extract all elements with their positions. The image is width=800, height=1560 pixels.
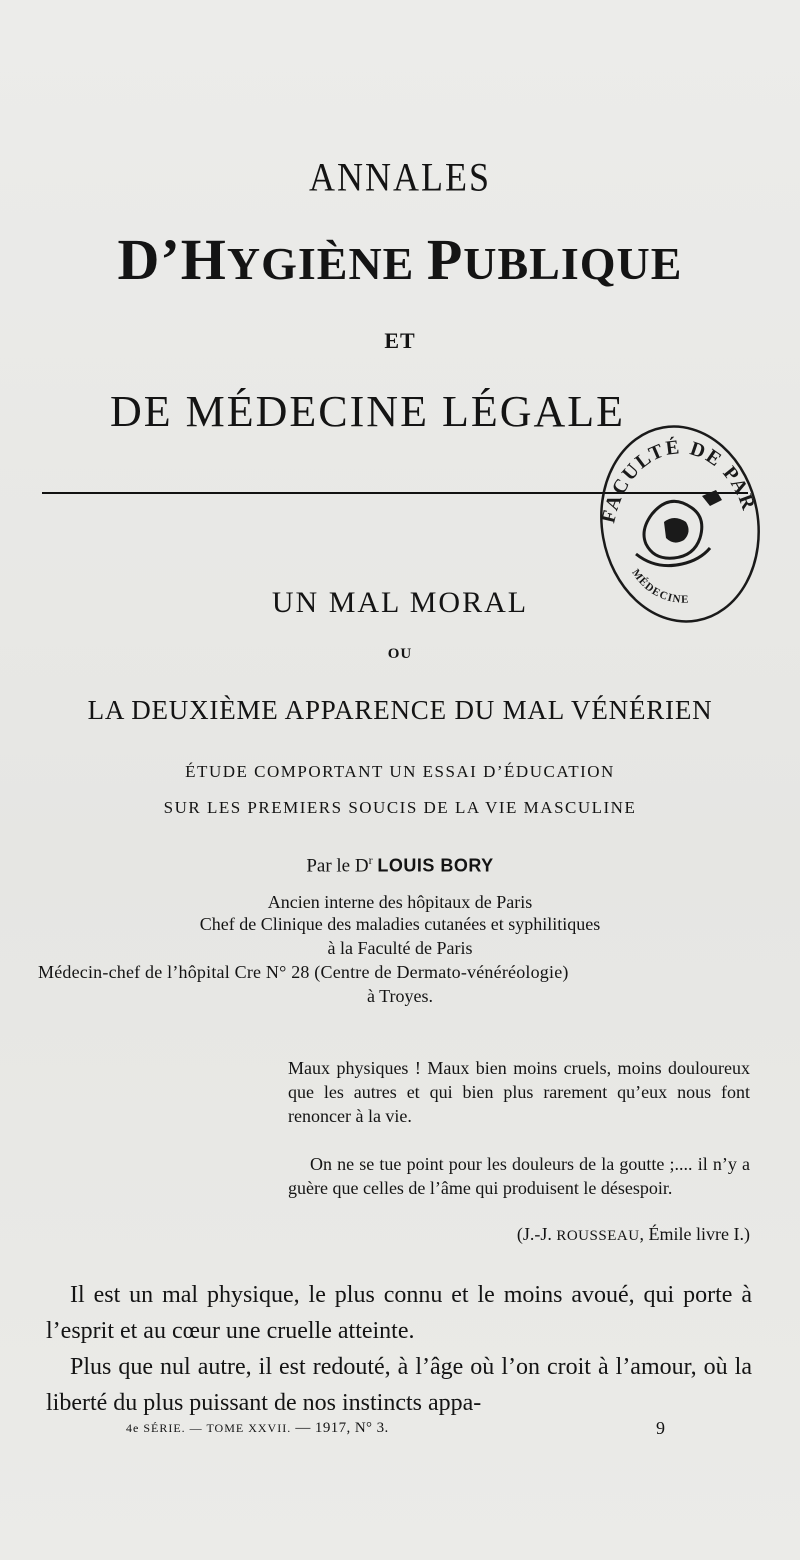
body-text: Il est un mal physique, le plus connu et le moins avoué, qui porte à l’esprit et au cœur une cruelle atteinte.	[46, 1282, 752, 1344]
page-number: 9	[656, 1418, 665, 1438]
article-subtitle: LA DEUXIÈME APPARENCE DU MAL VÉNÉRIEN	[87, 695, 713, 725]
byline-prefix-sup: r	[368, 853, 373, 867]
body-paragraph-1	[46, 1277, 752, 1349]
epigraph-paragraph-2	[288, 1152, 750, 1200]
author-credential: à Troyes.	[366, 986, 433, 1006]
article-description-line2: SUR LES PREMIERS SOUCIS DE LA VIE MASCULINE	[163, 798, 637, 817]
journal-title-line4: DE MÉDECINE LÉGALE	[110, 387, 626, 436]
epigraph-paragraph-1	[288, 1056, 750, 1128]
article-description-line1: ÉTUDE COMPORTANT UN ESSAI D’ÉDUCATION	[185, 762, 615, 781]
page-footer	[126, 1420, 686, 1437]
journal-title-line2-a: D’H	[117, 227, 227, 292]
journal-title-line2-c: P	[426, 227, 464, 292]
author-credential: à la Faculté de Paris	[327, 938, 473, 958]
epigraph-source-a: (J.-J.	[516, 1224, 557, 1244]
byline-prefix: Par le D	[306, 855, 369, 877]
author-credential: Ancien interne des hôpitaux de Paris	[267, 892, 533, 912]
journal-title-et: ET	[384, 328, 416, 353]
journal-title-line2-b: YGIÈNE	[226, 238, 427, 289]
epigraph-source-c: , Émile livre I.)	[639, 1224, 750, 1244]
article-title-connector: OU	[387, 646, 413, 662]
footer-issue: — 1917, N° 3.	[291, 1420, 389, 1436]
journal-title-line2	[40, 226, 760, 293]
author-name: LOUIS BORY	[377, 855, 494, 876]
body-paragraph-2	[46, 1349, 752, 1421]
author-credential: Médecin-chef de l’hôpital Cre N° 28 (Centre de Dermato-vénéréologie)	[38, 962, 569, 982]
journal-title-line2-d: UBLIQUE	[463, 238, 683, 289]
article-title: UN MAL MORAL	[271, 586, 529, 619]
stamp-bottom-text: MÉDECINE	[629, 566, 690, 606]
body-text: Plus que nul autre, il est redouté, à l’âge où l’on croit à l’amour, où la liberté du plus puissant de nos instincts appa-	[46, 1354, 752, 1416]
epigraph-text: On ne se tue point pour les douleurs de la goutte ;.... il n’y a guère que celles de l’âme qui produisent le désespoir.	[288, 1154, 750, 1198]
epigraph-source-author: ROUSSEAU	[556, 1228, 640, 1244]
epigraph-text: Maux physiques ! Maux bien moins cruels, moins douloureux que les autres et qui bien plus rarement qu’eux nous font renoncer à la vie.	[288, 1058, 750, 1126]
epigraph-source	[288, 1224, 750, 1245]
author-byline	[0, 853, 800, 877]
journal-title-line1: ANNALES	[309, 154, 491, 200]
stamp-top-text: FACULTÉ DE PAR	[597, 436, 760, 526]
footer-series: 4e SÉRIE. — TOME XXVII.	[126, 1421, 292, 1435]
svg-text:FACULTÉ DE PARIS	[592, 404, 760, 525]
author-credential: Chef de Clinique des maladies cutanées et syphilitiques	[199, 914, 601, 934]
